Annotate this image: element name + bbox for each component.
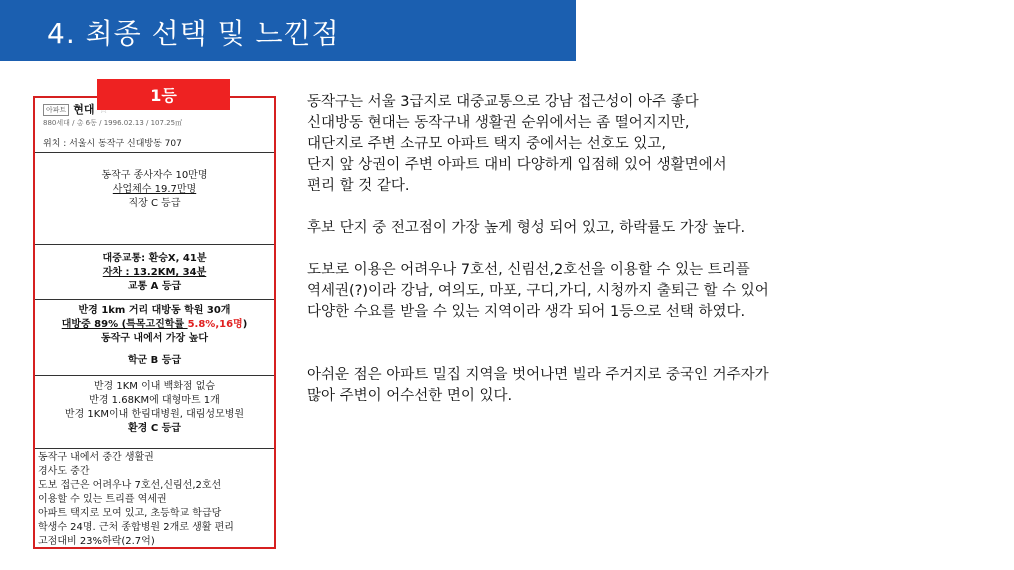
para3-line: 도보로 이용은 어려우나 7호선, 신림선,2호선을 이용할 수 있는 트리플 <box>307 262 750 278</box>
para3-line: 다양한 수요를 받을 수 있는 지역이라 생각 되어 1등으로 선택 하였다. <box>307 304 746 320</box>
summary-line: 고점대비 23%하락(2.7억) <box>38 536 155 547</box>
env-line2: 반경 1.68KM에 대형마트 1개 <box>89 395 220 406</box>
school-line2 <box>35 318 274 332</box>
school-section <box>35 300 274 376</box>
summary-line: 이용할 수 있는 트리플 역세권 <box>38 494 167 505</box>
env-line3: 반경 1KM이내 한림대병원, 대림성모병원 <box>64 409 245 420</box>
school-line1: 반경 1km 거리 대방동 학원 30개 <box>78 305 231 316</box>
title-bar <box>0 0 576 61</box>
para1-line: 동작구는 서울 3급지로 대중교통으로 강남 접근성이 아주 좋다 <box>307 94 699 110</box>
para1-line: 편리 할 것 같다. <box>307 178 410 194</box>
school-grade: 학군 B 등급 <box>127 355 182 366</box>
summary-line: 아파트 택지로 모여 있고, 초등학교 학급당 <box>38 508 222 519</box>
apartment-meta: 880세대 / 총 6동 / 1996.02.13 / 107.25㎡ <box>43 119 183 127</box>
body-text <box>307 92 987 407</box>
para4-line: 아쉬운 점은 아파트 밀집 지역을 벗어나면 빌라 주거지로 중국인 거주자가 <box>307 367 769 383</box>
summary-line: 동작구 내에서 중간 생활권 <box>38 452 154 463</box>
school-line2-highlight: 5.8%,16명 <box>187 319 243 330</box>
summary-line: 도보 접근은 어려우나 7호선,신림선,2호선 <box>38 480 222 491</box>
para3-line: 역세권(?)이라 강남, 여의도, 마포, 구디,가디, 시청까지 출퇴근 할 수 있어 <box>307 283 769 299</box>
jobs-section <box>35 153 274 245</box>
school-line2-post: ) <box>242 319 248 330</box>
page-title: 4. 최종 선택 및 느낀점 <box>47 17 340 50</box>
para1-line: 단지 앞 상권이 주변 아파트 대비 다양하게 입점해 있어 생활면에서 <box>307 157 727 173</box>
apartment-name: 현대 <box>73 103 95 116</box>
apartment-tag: 아파트 <box>43 104 69 116</box>
transport-line1: 대중교통: 환승X, 41분 <box>102 253 207 264</box>
para2-line: 후보 단지 중 전고점이 가장 높게 형성 되어 있고, 하락률도 가장 높다. <box>307 220 746 236</box>
transport-section <box>35 245 274 300</box>
jobs-line2: 사업체수 19.7만명 <box>112 184 197 195</box>
para1-line: 대단지로 주변 소규모 아파트 택지 중에서는 선호도 있고, <box>307 136 667 152</box>
summary-section <box>35 449 274 551</box>
apartment-location: 위치 : 서울시 동작구 신대방동 707 <box>43 139 182 149</box>
summary-line: 경사도 중간 <box>38 466 90 477</box>
transport-grade: 교통 A 등급 <box>127 281 182 292</box>
env-grade: 환경 C 등급 <box>128 423 181 434</box>
jobs-grade: 직장 C 등급 <box>128 198 181 209</box>
school-line2-pre: 대방중 89% (특목고진학률 <box>61 319 188 330</box>
summary-line: 학생수 24명. 근처 종합병원 2개로 생활 편리 <box>38 522 234 533</box>
env-line1: 반경 1KM 이내 백화점 없슴 <box>93 381 216 392</box>
rank-badge: 1등 <box>97 79 230 110</box>
school-line3: 동작구 내에서 가장 높다 <box>100 333 209 344</box>
apartment-card <box>33 96 276 549</box>
environment-section <box>35 376 274 449</box>
transport-line2: 자차 : 13.2KM, 34분 <box>102 267 207 278</box>
para1-line: 신대방동 현대는 동작구내 생활권 순위에서는 좀 떨어지지만, <box>307 115 690 131</box>
para4-line: 많아 주변이 어수선한 면이 있다. <box>307 388 513 404</box>
jobs-line1: 동작구 종사자수 10만명 <box>101 170 208 181</box>
